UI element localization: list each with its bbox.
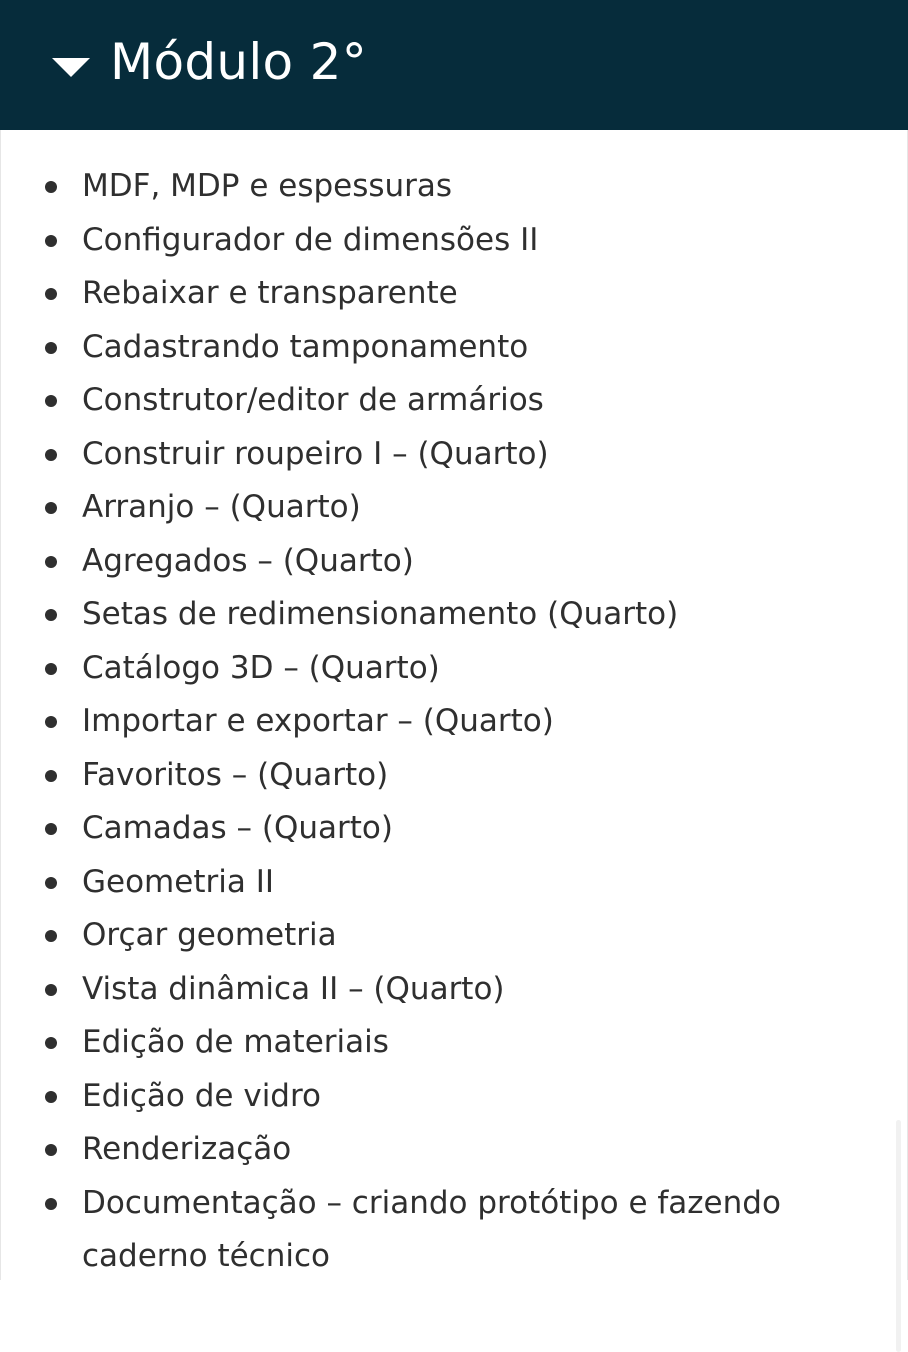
module-title: Módulo 2°: [110, 33, 368, 91]
list-item-label: Vista dinâmica II – (Quarto): [82, 970, 505, 1007]
module-header[interactable]: [0, 0, 908, 130]
list-item-label: Cadastrando tamponamento: [82, 328, 529, 365]
list-item-label: Arranjo – (Quarto): [82, 489, 361, 525]
list-item: [1, 214, 908, 268]
list-item: [1, 856, 908, 910]
bullet-icon: [45, 770, 57, 782]
caret-down-icon[interactable]: [52, 58, 90, 77]
list-item-label: Edição de materiais: [82, 1024, 389, 1060]
list-item: [1, 1177, 908, 1284]
bullet-icon: [45, 181, 57, 193]
list-item-label: Construtor/editor de armários: [82, 382, 544, 418]
bullet-icon: [45, 984, 57, 996]
list-item: [1, 1123, 908, 1177]
list-item-label: Construir roupeiro I – (Quarto): [82, 435, 549, 472]
bullet-icon: [45, 449, 57, 461]
list-item-label: Agregados – (Quarto): [82, 542, 414, 579]
list-item-label: Setas de redimensionamento (Quarto): [82, 596, 679, 632]
list-item-label: Catálogo 3D – (Quarto): [82, 649, 440, 686]
bullet-icon: [45, 395, 57, 407]
bullet-icon: [45, 288, 57, 300]
list-item: [1, 802, 908, 856]
list-item: [1, 374, 908, 428]
bullet-icon: [45, 1198, 57, 1210]
bullet-icon: [45, 930, 57, 942]
list-item: [1, 642, 908, 696]
bullet-icon: [45, 663, 57, 675]
scrollbar[interactable]: [896, 1120, 901, 1352]
list-item: [1, 1070, 908, 1124]
list-item-label: Geometria II: [82, 863, 274, 900]
bullet-icon: [45, 1144, 57, 1156]
list-item-label: Rebaixar e transparente: [82, 275, 458, 311]
list-item-label: Orçar geometria: [82, 917, 337, 953]
list-item: [1, 695, 908, 749]
bullet-icon: [45, 556, 57, 568]
list-item: [1, 321, 908, 375]
list-item: [1, 267, 908, 321]
bullet-icon: [45, 502, 57, 514]
bullet-icon: [45, 235, 57, 247]
list-item-label: Importar e exportar – (Quarto): [82, 703, 554, 739]
bullet-icon: [45, 716, 57, 728]
list-item: [1, 909, 908, 963]
topic-list: [1, 160, 908, 1284]
list-item-label: Renderização: [82, 1131, 292, 1167]
list-item-label: Favoritos – (Quarto): [82, 756, 389, 793]
list-item-label: Documentação – criando protótipo e fazendo caderno técnico: [82, 1184, 781, 1274]
list-item-label: MDF, MDP e espessuras: [82, 168, 453, 204]
bullet-icon: [45, 1037, 57, 1049]
bullet-icon: [45, 823, 57, 835]
bullet-icon: [45, 342, 57, 354]
list-item-label: Camadas – (Quarto): [82, 810, 393, 846]
list-item: [1, 588, 908, 642]
list-item: [1, 428, 908, 482]
list-item: [1, 963, 908, 1017]
list-item: [1, 1016, 908, 1070]
bullet-icon: [45, 609, 57, 621]
module-content: [0, 130, 908, 1280]
list-item-label: Edição de vidro: [82, 1077, 322, 1114]
list-item: [1, 481, 908, 535]
list-item: [1, 749, 908, 803]
list-item: [1, 535, 908, 589]
bullet-icon: [45, 877, 57, 889]
list-item-label: Configurador de dimensões II: [82, 221, 539, 258]
list-item: [1, 160, 908, 214]
bullet-icon: [45, 1091, 57, 1103]
